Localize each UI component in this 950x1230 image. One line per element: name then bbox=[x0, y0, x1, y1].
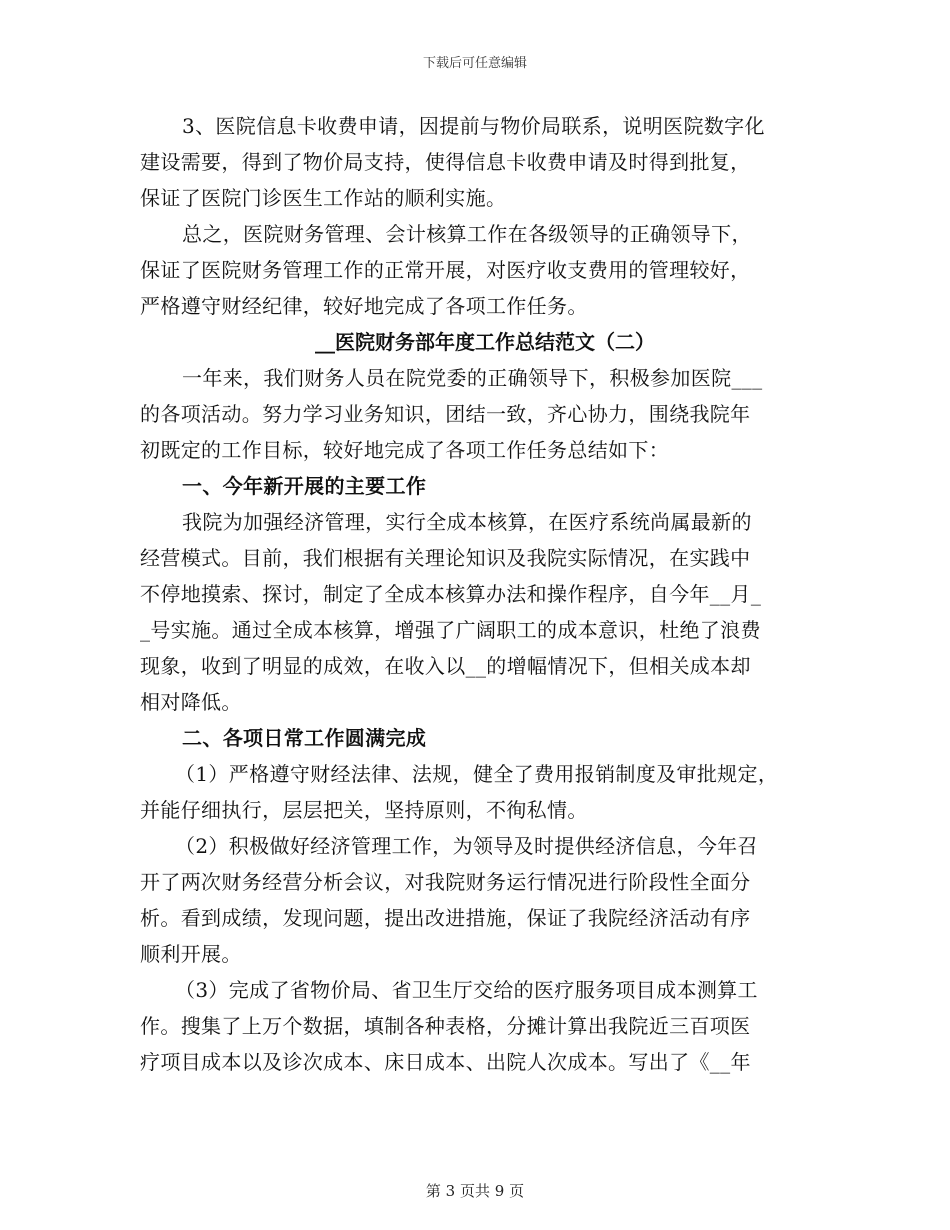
paragraph-line: 开了两次财务经营分析会议，对我院财务运行情况进行阶段性全面分 bbox=[140, 870, 751, 894]
paragraph-line: 析。看到成绩，发现问题，提出改进措施，保证了我院经济活动有序 bbox=[140, 906, 751, 930]
paragraph-line: 不停地摸索、探讨，制定了全成本核算办法和操作程序，自今年__月_ bbox=[140, 582, 762, 606]
paragraph-line: 初既定的工作目标，较好地完成了各项工作任务总结如下： bbox=[140, 438, 670, 462]
page-footer: 第 3 页共 9 页 bbox=[425, 1182, 525, 1200]
page-header: 下载后可任意编辑 bbox=[422, 56, 527, 71]
paragraph-line: 经营模式。目前，我们根据有关理论知识及我院实际情况，在实践中 bbox=[140, 546, 751, 570]
paragraph-line: _号实施。通过全成本核算，增强了广阔职工的成本意识，杜绝了浪费 bbox=[140, 618, 761, 642]
paragraph-line: 疗项目成本以及诊次成本、床日成本、出院人次成本。写出了《__年 bbox=[140, 1050, 751, 1074]
paragraph-line: 并能仔细执行，层层把关，坚持原则，不徇私情。 bbox=[140, 798, 588, 822]
paragraph-line: 现象，收到了明显的成效，在收入以__的增幅情况下，但相关成本却 bbox=[140, 654, 751, 678]
paragraph-line: 作。搜集了上万个数据，填制各种表格，分摊计算出我院近三百项医 bbox=[140, 1014, 751, 1038]
paragraph-line: 保证了医院财务管理工作的正常开展，对医疗收支费用的管理较好， bbox=[140, 258, 751, 282]
section-heading: 一、今年新开展的主要工作 bbox=[182, 474, 427, 498]
section-title: __医院财务部年度工作总结范文（二） bbox=[315, 330, 655, 354]
paragraph-line: 顺利开展。 bbox=[140, 942, 242, 966]
paragraph-line: 一年来，我们财务人员在院党委的正确领导下，积极参加医院___ bbox=[182, 366, 763, 390]
paragraph-line: 严格遵守财经纪律，较好地完成了各项工作任务。 bbox=[140, 294, 588, 318]
section-heading: 二、各项日常工作圆满完成 bbox=[182, 726, 427, 750]
paragraph-line: （1）严格遵守财经法律、法规，健全了费用报销制度及审批规定， bbox=[175, 762, 779, 786]
paragraph-line: 3、医院信息卡收费申请，因提前与物价局联系，说明医院数字化 bbox=[182, 114, 765, 138]
document-body bbox=[140, 108, 810, 1080]
paragraph-line: 总之，医院财务管理、会计核算工作在各级领导的正确领导下， bbox=[182, 222, 752, 246]
paragraph-line: （3）完成了省物价局、省卫生厅交给的医疗服务项目成本测算工 bbox=[175, 978, 758, 1002]
paragraph-line: 相对降低。 bbox=[140, 690, 242, 714]
paragraph-line: （2）积极做好经济管理工作，为领导及时提供经济信息，今年召 bbox=[175, 834, 758, 858]
paragraph-line: 的各项活动。努力学习业务知识，团结一致，齐心协力，围绕我院年 bbox=[140, 402, 751, 426]
paragraph-line: 保证了医院门诊医生工作站的顺利实施。 bbox=[140, 186, 507, 210]
paragraph-line: 建设需要，得到了物价局支持，使得信息卡收费申请及时得到批复， bbox=[140, 150, 751, 174]
paragraph-line: 我院为加强经济管理，实行全成本核算，在医疗系统尚属最新的 bbox=[182, 510, 752, 534]
